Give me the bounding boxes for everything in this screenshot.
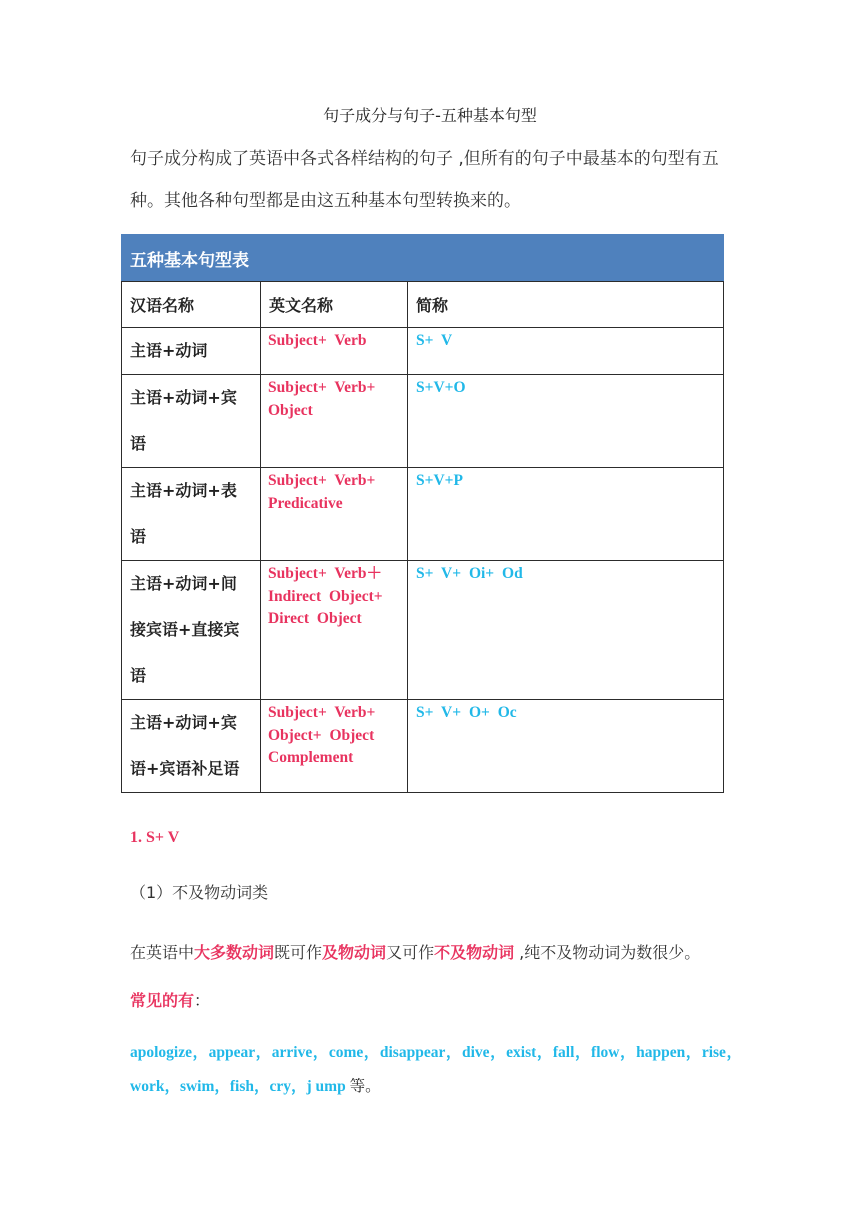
row-abbreviation: S+ V	[408, 328, 724, 375]
table-row	[122, 328, 724, 375]
row-english-name: Subject+ Verb＋ Indirect Object+ Direct Object	[261, 561, 408, 700]
text-segment: 又可作	[386, 943, 435, 962]
column-header-english: 英文名称	[261, 282, 408, 328]
row-abbreviation: S+ V+ Oi+ Od	[408, 561, 724, 700]
row-chinese-name: 主语+动词+表语	[122, 468, 261, 561]
sentence-pattern-table	[121, 234, 724, 793]
row-abbreviation: S+V+P	[408, 468, 724, 561]
column-header-chinese: 汉语名称	[122, 282, 261, 328]
text-segment: 既可作	[274, 943, 323, 962]
common-verbs-label-line	[130, 988, 210, 1011]
verb-list-tail: 等。	[345, 1078, 381, 1095]
row-chinese-name: 主语+动词+宾语+宾语补足语	[122, 700, 261, 793]
table-row	[122, 561, 724, 700]
description-paragraph	[130, 940, 700, 963]
highlight-transitive: 及物动词	[322, 943, 387, 962]
section-heading: 1. S+ V	[130, 829, 180, 846]
verb-list	[130, 1036, 742, 1104]
text-segment: ,纯不及物动词为数很少。	[514, 943, 701, 962]
row-english-name: Subject+ Verb+ Predicative	[261, 468, 408, 561]
table-row	[122, 468, 724, 561]
text-segment: 在英语中	[130, 943, 195, 962]
colon: ：	[194, 991, 211, 1010]
column-header-abbr: 简称	[408, 282, 724, 328]
intro-paragraph: 句子成分构成了英语中各式各样结构的句子 ,但所有的句子中最基本的句型有五种。其他各种句型都是由这五种基本句型转换来的。	[130, 149, 719, 211]
highlight-most-verbs: 大多数动词	[194, 943, 275, 962]
table-row	[122, 375, 724, 468]
row-chinese-name: 主语+动词+间接宾语+直接宾语	[122, 561, 261, 700]
row-abbreviation: S+V+O	[408, 375, 724, 468]
row-chinese-name: 主语+动词	[122, 328, 261, 375]
row-english-name: Subject+ Verb+ Object+ Object Complement	[261, 700, 408, 793]
row-english-name: Subject+ Verb+ Object	[261, 375, 408, 468]
section-subheading: （1）不及物动词类	[130, 883, 269, 902]
table-caption: 五种基本句型表	[122, 235, 724, 282]
page-title: 句子成分与句子-五种基本句型	[323, 106, 537, 125]
row-english-name: Subject+ Verb	[261, 328, 408, 375]
highlight-intransitive: 不及物动词	[434, 943, 515, 962]
verb-words: apologize，appear，arrive，come，disappear，dive，exist，fall，flow，happen，rise，work，swim，fish，cry，j ump	[130, 1044, 742, 1095]
row-chinese-name: 主语+动词+宾语	[122, 375, 261, 468]
common-verbs-label: 常见的有	[130, 991, 195, 1010]
table-row	[122, 700, 724, 793]
row-abbreviation: S+ V+ O+ Oc	[408, 700, 724, 793]
